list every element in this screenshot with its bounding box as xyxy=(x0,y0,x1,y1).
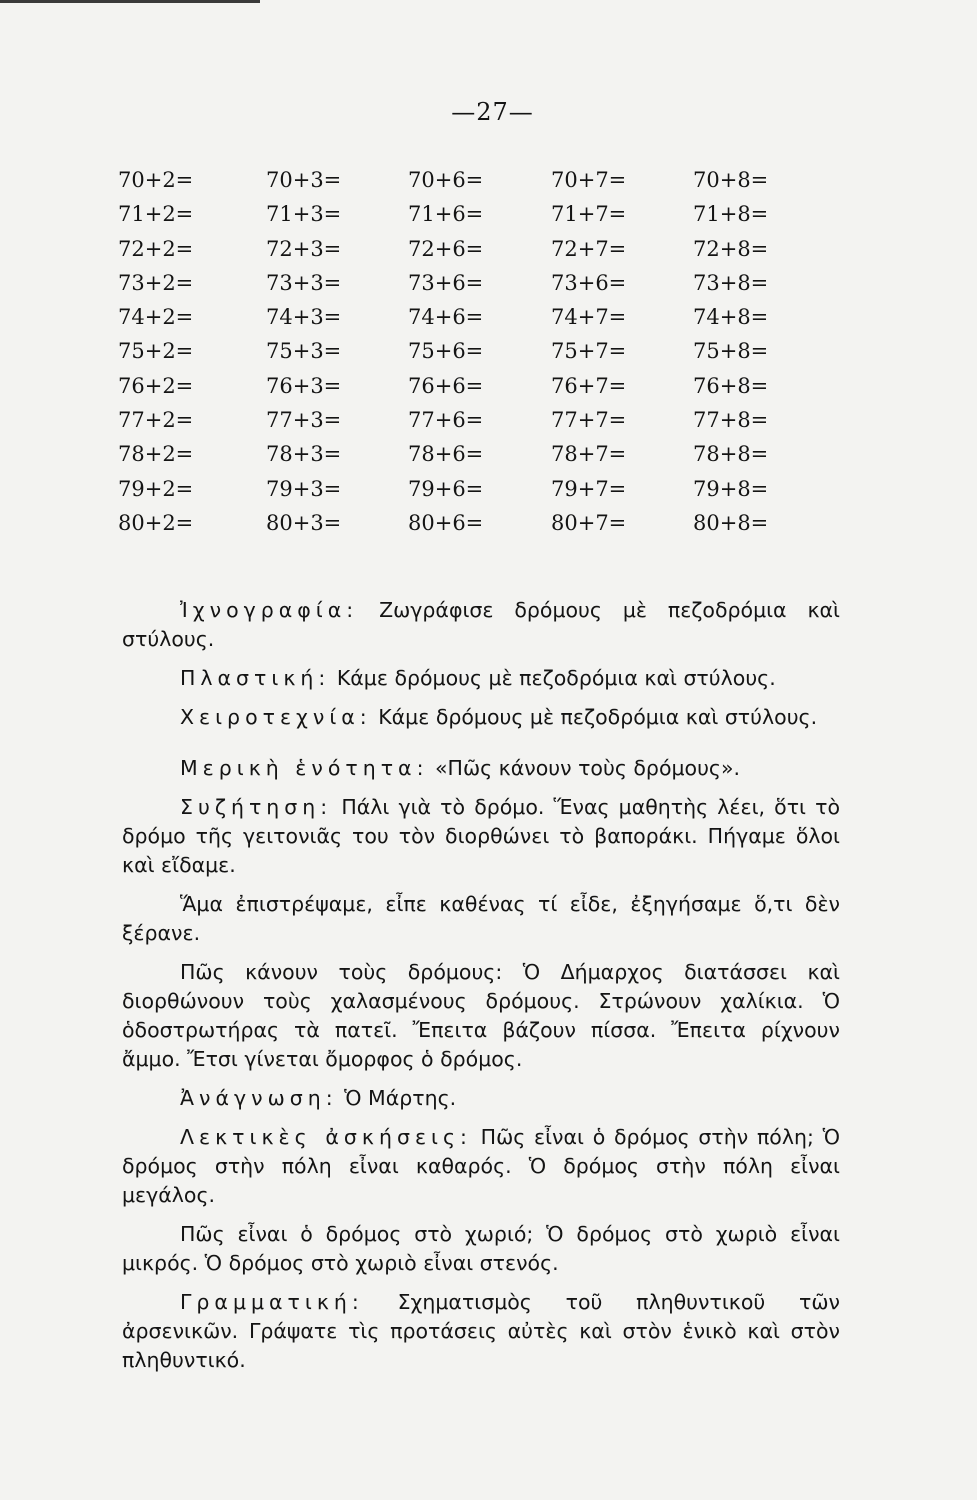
sum-exercise: 75+3= xyxy=(266,339,342,364)
sum-exercise: 77+8= xyxy=(693,408,769,433)
sum-exercise: 73+8= xyxy=(693,270,769,295)
sum-exercise: 79+7= xyxy=(551,476,627,501)
sum-exercise: 71+6= xyxy=(408,202,484,227)
sum-exercise: 80+8= xyxy=(693,510,769,535)
sum-exercise: 79+8= xyxy=(693,476,769,501)
sum-exercise: 72+7= xyxy=(551,236,627,261)
sum-exercise: 75+2= xyxy=(118,339,194,364)
sum-exercise: 80+2= xyxy=(118,510,194,535)
paragraph-body: Κάμε δρόμους μὲ πεζοδρόμια καὶ στύλους. xyxy=(371,705,818,729)
paragraph-heading: Ἰχνογραφία: xyxy=(180,598,359,622)
sum-exercise: 71+2= xyxy=(118,202,194,227)
sum-exercise: 77+7= xyxy=(551,408,627,433)
sum-exercise: 74+6= xyxy=(408,305,484,330)
sum-exercise: 76+7= xyxy=(551,373,627,398)
lesson-paragraph xyxy=(122,1123,840,1210)
paragraph-body: Πῶς εἶναι ὁ δρόμος στὸ χωριό; Ὁ δρόμος στὸ χωριὸ εἶναι μικρός. Ὁ δρόμος στὸ χωριὸ εἶναι στενός. xyxy=(122,1222,840,1275)
paragraph-heading: Πλαστική: xyxy=(180,666,331,690)
sum-exercise: 78+6= xyxy=(408,442,484,467)
sum-exercise: 72+3= xyxy=(266,236,342,261)
sum-exercise: 72+8= xyxy=(693,236,769,261)
lesson-paragraph xyxy=(122,793,840,880)
sum-exercise: 72+6= xyxy=(408,236,484,261)
sum-exercise: 70+7= xyxy=(551,168,627,192)
sum-exercise: 76+3= xyxy=(266,373,342,398)
paragraph-body: Ἅμα ἐπιστρέψαμε, εἶπε καθένας τί εἶδε, ἐξηγήσαμε ὅ,τι δὲν ξέρανε. xyxy=(122,892,840,945)
lesson-paragraph xyxy=(122,958,840,1074)
sum-exercise: 74+8= xyxy=(693,305,769,330)
sum-exercise: 76+8= xyxy=(693,373,769,398)
paragraph-heading: Ἀνάγνωση: xyxy=(180,1086,338,1110)
lesson-paragraph xyxy=(122,1288,840,1375)
addition-exercises-grid xyxy=(118,163,835,540)
sum-exercise: 79+3= xyxy=(266,476,342,501)
lesson-paragraph xyxy=(122,596,840,654)
paragraph-body: Κάμε δρόμους μὲ πεζοδρόμια καὶ στύλους. xyxy=(330,666,776,690)
sum-exercise: 78+7= xyxy=(551,442,627,467)
sum-exercise: 71+7= xyxy=(551,202,627,227)
paragraph-heading: Χειροτεχνία: xyxy=(180,705,372,729)
sum-exercise: 75+8= xyxy=(693,339,769,364)
paragraph-heading: Λεκτικὲς ἀσκήσεις: xyxy=(180,1125,472,1149)
lesson-paragraph xyxy=(122,1084,840,1113)
sum-exercise: 70+3= xyxy=(266,168,342,192)
sum-exercise: 73+2= xyxy=(118,270,194,295)
paragraph-body: Πῶς εἶναι ὁ δρόμος στὴν πόλη; Ὁ δρόμος στὴν πόλη εἶναι καθαρός. Ὁ δρόμος στὴν πόλη εἶναι μεγάλος. xyxy=(122,1125,840,1207)
sum-exercise: 78+2= xyxy=(118,442,194,467)
sum-exercise: 79+6= xyxy=(408,476,484,501)
sum-exercise: 76+6= xyxy=(408,373,484,398)
paragraph-heading: Μερικὴ ἑνότητα: xyxy=(180,756,429,780)
paragraph-body: Πῶς κάνουν τοὺς δρόμους: Ὁ Δήμαρχος διατάσσει καὶ διορθώνουν τοὺς χαλασμένους δρόμους. Στρώνουν χαλίκια. Ὁ ὁδοστρωτήρας τὰ πατεῖ. Ἔπειτα βάζουν πίσσα. Ἔπειτα ρίχνουν ἄμμο. Ἔτσι γίνεται ὄμορφος ὁ δρόμος. xyxy=(122,960,840,1071)
sum-exercise: 76+2= xyxy=(118,373,194,398)
sum-exercise: 77+3= xyxy=(266,408,342,433)
paragraph-body: Πάλι γιὰ τὸ δρόμο. Ἕνας μαθητὴς λέει, ὅτι τὸ δρόμο τῆς γειτονιᾶς του τὸν διορθώνει τὸ βαποράκι. Πήγαμε ὅλοι καὶ εἴδαμε. xyxy=(122,795,840,877)
lesson-paragraph xyxy=(122,664,840,693)
sum-exercise: 78+3= xyxy=(266,442,342,467)
sum-exercise: 73+6= xyxy=(551,270,627,295)
page-number: —27— xyxy=(451,98,534,126)
sum-exercise: 74+7= xyxy=(551,305,627,330)
paragraph-body: Ὁ Μάρτης. xyxy=(337,1086,457,1110)
paragraph-body: Ζωγράφισε δρόμους μὲ πεζοδρόμια καὶ στύλους. xyxy=(122,598,840,651)
sum-exercise: 79+2= xyxy=(118,476,194,501)
sum-exercise: 73+3= xyxy=(266,270,342,295)
lesson-paragraph xyxy=(122,890,840,948)
sum-exercise: 71+3= xyxy=(266,202,342,227)
sum-exercise: 71+8= xyxy=(693,202,769,227)
sum-exercise: 78+8= xyxy=(693,442,769,467)
paragraph-body: Σχηματισμὸς τοῦ πληθυντικοῦ τῶν ἀρσενικῶν. Γράψατε τὶς προτάσεις αὐτὲς καὶ στὸν ἑνικὸ καὶ στὸν πληθυντικό. xyxy=(122,1290,840,1372)
lesson-text xyxy=(122,596,840,1375)
sum-exercise: 70+8= xyxy=(693,168,769,192)
sum-exercise: 80+7= xyxy=(551,510,627,535)
sum-exercise: 80+6= xyxy=(408,510,484,535)
sum-exercise: 72+2= xyxy=(118,236,194,261)
sum-exercise: 77+6= xyxy=(408,408,484,433)
sum-exercise: 73+6= xyxy=(408,270,484,295)
sum-exercise: 70+2= xyxy=(118,168,194,192)
sum-exercise: 75+6= xyxy=(408,339,484,364)
top-rule xyxy=(0,0,260,3)
sum-exercise: 80+3= xyxy=(266,510,342,535)
lesson-paragraph xyxy=(122,703,840,732)
paragraph-body: «Πῶς κάνουν τοὺς δρόμους». xyxy=(428,756,741,780)
paragraph-heading: Συζήτηση: xyxy=(180,795,333,819)
sum-exercise: 77+2= xyxy=(118,408,194,433)
lesson-paragraph xyxy=(122,754,840,783)
sum-exercise: 74+2= xyxy=(118,305,194,330)
sum-exercise: 75+7= xyxy=(551,339,627,364)
sum-exercise: 70+6= xyxy=(408,168,484,192)
sum-exercise: 74+3= xyxy=(266,305,342,330)
lesson-paragraph xyxy=(122,1220,840,1278)
paragraph-heading: Γραμματική: xyxy=(180,1290,364,1314)
